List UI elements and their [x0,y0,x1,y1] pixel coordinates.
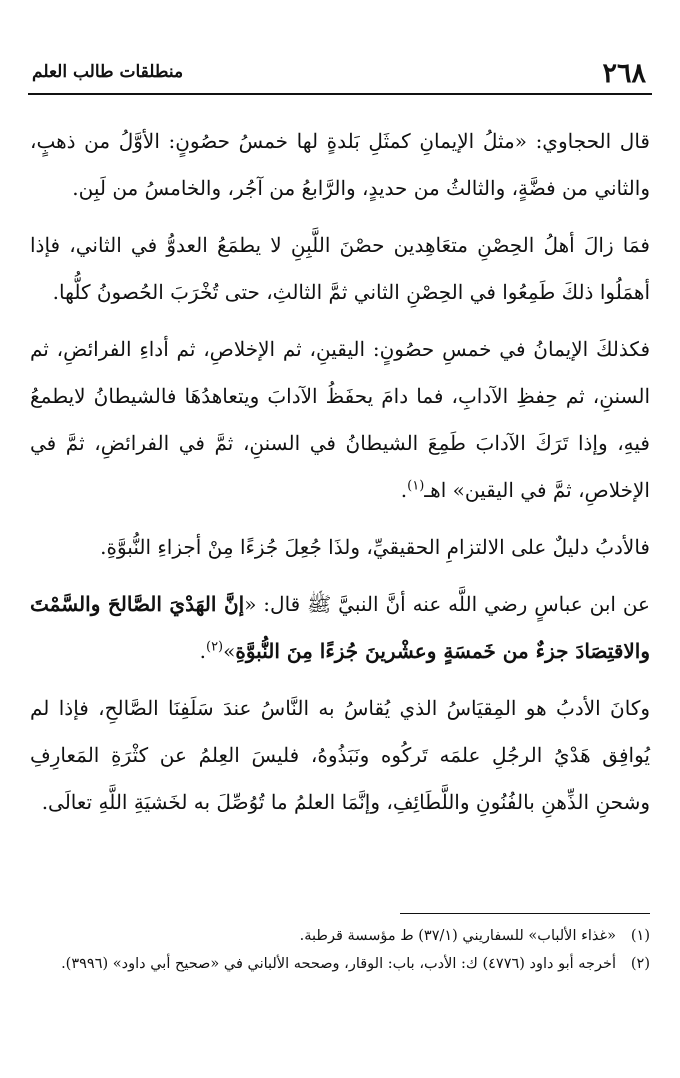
footnote-separator [400,913,650,914]
paragraph-text: . [199,639,206,663]
footnotes [30,922,650,978]
hadith-quote: إنَّ الهَدْيَ الصَّالحَ والسَّمْتَ والاقتِصَادَ جزءٌ من خَمسَةٍ وعشْرينَ جُزءًا مِنَ النُّبوَّةِ [30,592,650,663]
body-text [30,118,650,826]
page-number: ٢٦٨ [602,58,646,89]
paragraph-text: » [223,639,236,663]
paragraph-text: فكذلكَ الإيمانُ في خمسِ حصُونٍ: اليقينِ، ثم الإخلاصِ، ثم أداءِ الفرائضِ، ثم السننِ، ثم حِفظِ الآدابِ، فما دامَ يحفَظُ الآدابَ ويتعاهدُهَا فالشيطانُ لايطمعُ فيهِ، وإذا تَرَكَ الآدابَ طَمِعَ الشيطانُ في السننِ، ثمَّ في الفرائضِ، ثمَّ في الإخلاصِ، ثمَّ في اليقين» اهـ [30,337,650,502]
footnote-number: (٢) [630,956,650,972]
footnote [30,922,650,950]
paragraph-text: فالأدبُ دليلٌ على الالتزامِ الحقيقيِّ، ولذَا جُعِلَ جُزءًا مِنْ أجزاءِ النُّبوَّةِ. [100,535,650,559]
paragraph-text: قال الحجاوي: «مثلُ الإيمانِ كمثَلِ بَلدةٍ لها خمسُ حصُونٍ: الأوَّلُ من ذهبٍ، والثاني من فضَّةٍ، والثالثُ من حديدٍ، والرَّابعُ من آجُر، والخامسُ من لَبِن. [30,129,650,200]
footnote-text: أخرجه أبو داود (٤٧٧٦) ك: الأدب، باب: الوقار، وصححه الألباني في «صحيح أبي داود» (٣٩٩٦). [61,956,616,972]
footnote-text: «غذاء الألباب» للسفاريني (٣٧/١) ط مؤسسة قرطبة. [299,928,616,944]
paragraph-text: . [400,478,408,502]
paragraph [30,222,650,316]
paragraph-text: وكانَ الأدبُ هو المِقيَاسُ الذي يُقاسُ به النَّاسُ عندَ سَلَفِنَا الصَّالحِ، فإذا لم يُوافِق هَدْيُ الرجُلِ علمَه تَركُوه ونَبَذُوهُ، فليسَ العِلمُ عن كثْرَةِ المَعارِفِ وشحنِ الذِّهنِ بالفُنُونِ واللَّطَائِفِ، وإنَّمَا العلمُ ما تُوُصِّلَ به لخَشيَةِ اللَّهِ تعالَى. [30,696,650,814]
paragraph [30,118,650,212]
paragraph [30,326,650,514]
footnote-reference: (٢) [205,639,224,655]
paragraph-text: عن ابن عباسٍ رضي اللَّه عنه أنَّ النبيَّ ﷺ قال: « [244,592,650,616]
paragraph [30,685,650,826]
footnote-number: (١) [630,928,650,944]
paragraph [30,524,650,571]
header-rule [28,93,652,95]
footnote-reference: (١) [407,478,425,494]
footnote [30,950,650,978]
running-title: منطلقات طالب العلم [32,62,184,82]
paragraph [30,581,650,675]
paragraph-text: فمَا زالَ أهلُ الحِصْنِ متعَاهِدين حصْنَ اللَّبِنِ لا يطمَعُ العدوُّ في الثاني، فإذا أهمَلُوا ذلكَ طَمِعُوا في الحِصْنِ الثاني ثمَّ الثالثِ، حتى تُخْرَبَ الحُصونُ كلُّها. [30,233,650,304]
page-header [28,52,652,92]
